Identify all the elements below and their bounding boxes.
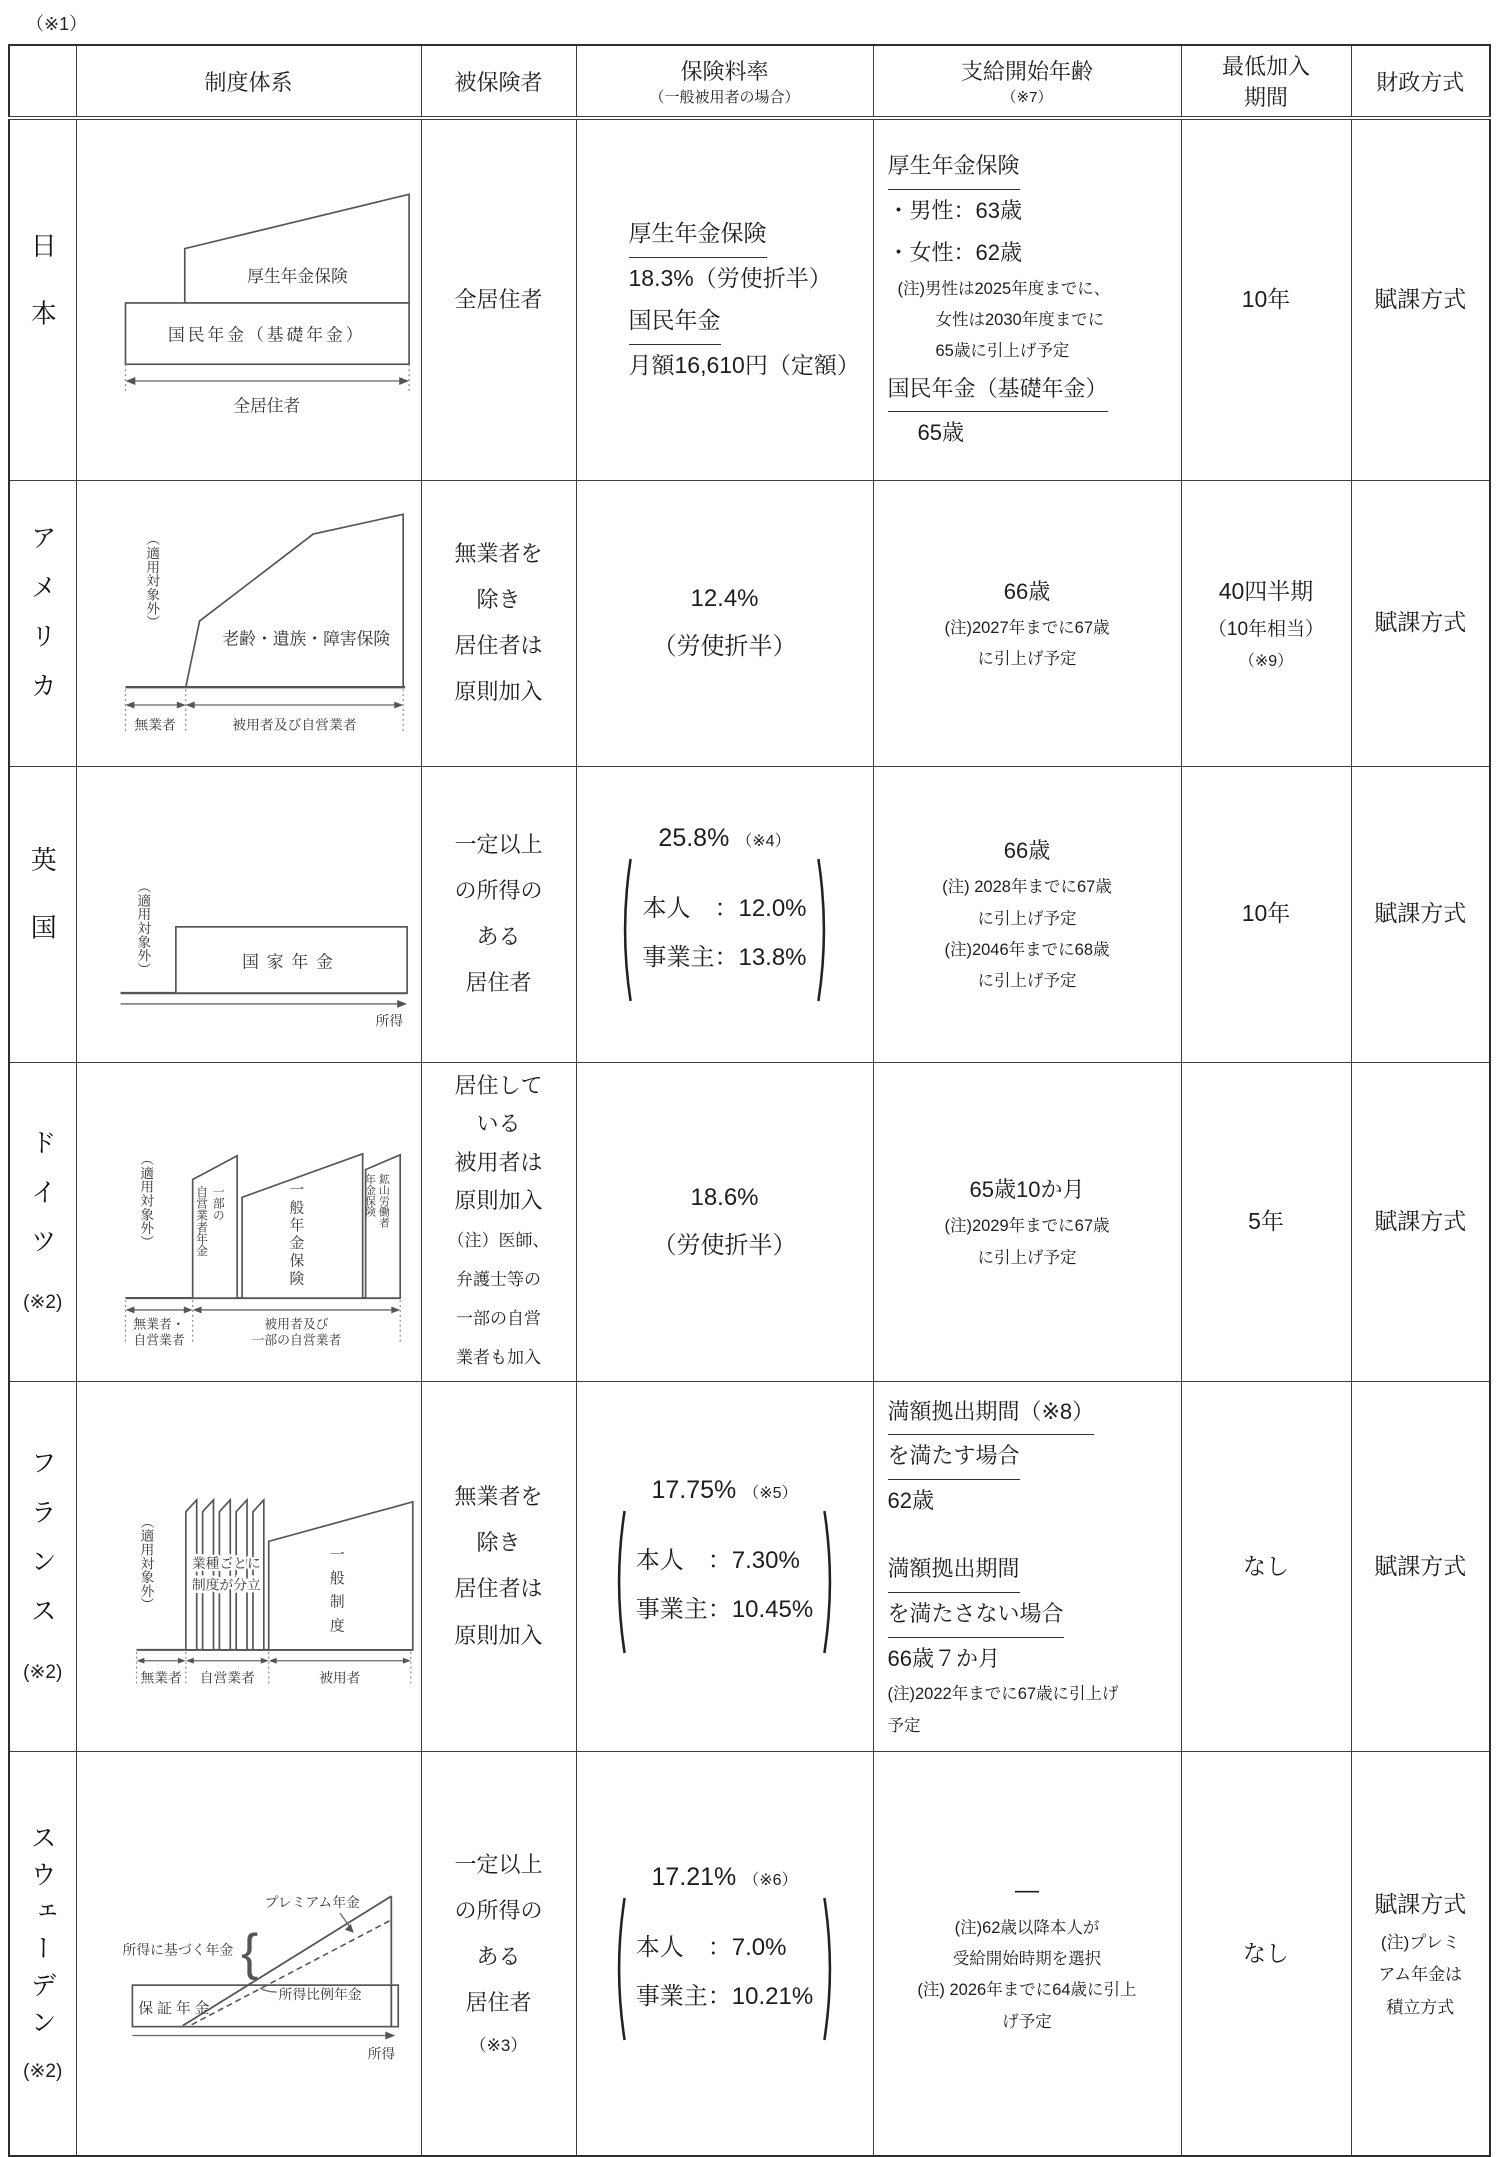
- header-start-age: [873, 45, 1181, 118]
- row-usa: [9, 480, 1490, 766]
- germany-start-age-cell: [873, 1062, 1181, 1381]
- germany-diagram-seg2a-label: 被用者及び: [263, 1316, 329, 1332]
- uk-start-age-n1: (注) 2028年までに67歳: [942, 878, 1112, 897]
- germany-insured-line: 原則加入: [454, 1188, 543, 1213]
- row-sweden: [9, 1751, 1490, 2156]
- usa-min-period-l3: （※9）: [1238, 652, 1294, 670]
- sweden-system-cell: [76, 1751, 421, 2156]
- japan-premium-cell: [576, 118, 873, 480]
- france-diagram-slab-label2: 制度が分立: [191, 1577, 261, 1594]
- right-paren: [821, 1507, 838, 1657]
- germany-country-cell: [9, 1062, 76, 1381]
- header-premium-title: 保険料率: [680, 59, 769, 84]
- germany-start-age-main: 65歳10か月: [969, 1177, 1085, 1203]
- france-diagram-seg1-label: 無業者: [139, 1669, 182, 1686]
- france-diagram-seg3-label: 被用者: [318, 1669, 360, 1686]
- sweden-diagram-guarantee-label: 保証年金: [137, 2000, 213, 2017]
- country-label-sweden: スウェーデン: [27, 1824, 58, 2046]
- japan-insured-cell: [421, 118, 576, 480]
- sweden-system-diagram: [81, 1818, 417, 2090]
- sweden-diagram-brace: {: [240, 1921, 258, 1980]
- japan-insured-text: 全居住者: [454, 286, 543, 312]
- germany-premium-cell: [576, 1062, 873, 1381]
- usa-min-period-l2: （10年相当）: [1207, 619, 1325, 641]
- japan-start-age-n2: 女性は2030年度までに: [935, 310, 1105, 329]
- page-note: （※1）: [26, 14, 88, 34]
- sweden-diagram-proportional-label: 所得比例年金: [278, 1985, 362, 2002]
- left-paren: [611, 1507, 628, 1657]
- france-start-age-h1: 満額拠出期間（※8）: [888, 1391, 1095, 1436]
- usa-system-diagram: [81, 494, 417, 752]
- france-financing: 賦課方式: [1374, 1552, 1467, 1579]
- sweden-premium-cell: [576, 1751, 873, 2156]
- corner-cell: [9, 45, 76, 118]
- row-france: [9, 1381, 1490, 1751]
- france-diagram-slab-label1: 業種ごとに: [191, 1555, 261, 1572]
- uk-start-age-cell: [873, 766, 1181, 1062]
- uk-start-age-n2: に引上げ予定: [977, 909, 1077, 928]
- germany-diagram-s1a-label: 一部の: [210, 1185, 225, 1222]
- uk-diagram-axis-label: 所得: [375, 1012, 403, 1029]
- country-label-usa: アメリカ: [27, 524, 58, 722]
- germany-min-period-cell: [1181, 1062, 1351, 1381]
- sweden-insured-note: （※3）: [469, 2036, 528, 2056]
- germany-min-period: 5年: [1248, 1207, 1284, 1234]
- sweden-premium-employer: 事業主：10.21%: [635, 1983, 814, 2011]
- france-insured-line: 除き: [476, 1530, 521, 1556]
- japan-start-age-n3: 65歳に引上げ予定: [935, 342, 1070, 361]
- right-paren: [815, 855, 832, 1005]
- sweden-premium-note: （※6）: [743, 1872, 798, 1890]
- uk-start-age-n3: (注)2046年までに68歳: [944, 940, 1110, 959]
- france-premium-employer: 事業主：10.45%: [635, 1595, 814, 1623]
- uk-premium-note: （※4）: [736, 832, 791, 850]
- header-min-period-l2: 期間: [1243, 85, 1288, 110]
- uk-start-age-main: 66歳: [1003, 838, 1051, 864]
- sweden-country-cell: [9, 1751, 76, 2156]
- germany-insured-note: 業者も加入: [456, 1347, 541, 1367]
- country-note-germany: (※2): [23, 1292, 63, 1314]
- germany-system-diagram: [81, 1089, 417, 1354]
- sweden-diagram-premium-label: プレミアム年金: [264, 1893, 360, 1910]
- germany-insured-cell: [421, 1062, 576, 1381]
- germany-diagram-s1b-label: 自営業者年金: [194, 1185, 209, 1257]
- france-start-age-h3: 満額拠出期間: [888, 1548, 1020, 1593]
- left-paren: [611, 1894, 628, 2044]
- uk-diagram-exempt-label: （適用対象外）: [134, 879, 151, 977]
- sweden-start-age-cell: [873, 1751, 1181, 2156]
- france-insured-line: 居住者は: [454, 1576, 543, 1602]
- japan-start-age-h1: 厚生年金保険: [888, 145, 1020, 190]
- usa-insured-line: 原則加入: [454, 679, 543, 705]
- country-note-sweden: (※2): [23, 2060, 63, 2082]
- uk-insured-line: の所得の: [454, 877, 543, 903]
- sweden-start-age-n2: 受給開始時期を選択: [952, 1949, 1102, 1968]
- france-premium-cell: [576, 1381, 873, 1751]
- uk-start-age-n4: に引上げ予定: [977, 972, 1077, 991]
- france-start-age-a2: 66歳７か月: [887, 1645, 1000, 1671]
- sweden-financing-note1: (注)プレミ: [1380, 1933, 1460, 1953]
- header-insured: 被保険者: [421, 45, 576, 118]
- france-insured-line: 原則加入: [454, 1622, 543, 1648]
- header-start-age-title: 支給開始年齢: [960, 59, 1093, 84]
- uk-financing: 賦課方式: [1374, 900, 1467, 927]
- france-min-period-cell: [1181, 1381, 1351, 1751]
- japan-start-age-l1: ・男性：63歳: [887, 198, 1022, 224]
- uk-min-period: 10年: [1241, 900, 1291, 927]
- header-system: 制度体系: [76, 45, 421, 118]
- row-uk: [9, 766, 1490, 1062]
- header-premium-sub: （一般被用者の場合）: [649, 89, 800, 106]
- sweden-premium-rate: 17.21%: [651, 1863, 737, 1892]
- sweden-insured-line: の所得の: [454, 1897, 543, 1923]
- left-paren: [617, 855, 634, 1005]
- japan-financing: 賦課方式: [1374, 285, 1467, 312]
- uk-premium-employee: 本人 ：12.0%: [642, 894, 807, 922]
- usa-start-age-n1: (注)2027年までに67歳: [944, 618, 1110, 637]
- japan-diagram-axis-label: 全居住者: [232, 396, 300, 416]
- france-diagram-main-label: 一般制度: [327, 1546, 344, 1642]
- germany-insured-line: 居住して: [454, 1072, 543, 1098]
- uk-premium-rate: 25.8%: [658, 823, 730, 852]
- usa-diagram-main-label: 老齢・遺族・障害保険: [221, 629, 390, 649]
- usa-insured-line: 無業者を: [454, 540, 543, 566]
- france-country-cell: [9, 1381, 76, 1751]
- japan-premium-line2: 18.3%（労使折半）: [628, 264, 832, 291]
- france-premium-rate: 17.75%: [651, 1475, 737, 1504]
- row-germany: [9, 1062, 1490, 1381]
- uk-country-cell: [9, 766, 76, 1062]
- germany-insured-line: いる: [476, 1111, 521, 1136]
- uk-system-cell: [76, 766, 421, 1062]
- germany-premium-rate: 18.6%: [690, 1183, 759, 1211]
- uk-diagram-main-label: 国家年金: [241, 952, 341, 972]
- germany-financing-cell: [1351, 1062, 1490, 1381]
- japan-start-age-l3: 65歳: [917, 420, 964, 446]
- sweden-start-age-main: —: [1015, 1877, 1039, 1905]
- germany-financing: 賦課方式: [1374, 1207, 1467, 1234]
- sweden-start-age-n4: げ予定: [1002, 2012, 1052, 2031]
- france-start-age-cell: [873, 1381, 1181, 1751]
- sweden-insured-cell: [421, 1751, 576, 2156]
- japan-country-cell: [9, 118, 76, 480]
- sweden-start-age-n3: (注) 2026年までに64歳に引上: [917, 1981, 1137, 2000]
- france-premium-note: （※5）: [743, 1484, 798, 1502]
- germany-start-age-n2: に引上げ予定: [977, 1248, 1077, 1267]
- usa-start-age-main: 66歳: [1003, 578, 1051, 604]
- japan-start-age-l2: ・女性：62歳: [887, 239, 1022, 265]
- france-diagram-seg2-label: 自営業者: [199, 1669, 255, 1686]
- sweden-financing-cell: [1351, 1751, 1490, 2156]
- japan-premium-line3: 国民年金: [629, 300, 721, 345]
- header-financing: 財政方式: [1351, 45, 1490, 118]
- japan-start-age-n1: (注)男性は2025年度までに、: [897, 279, 1111, 298]
- france-premium-employee: 本人 ：7.30%: [635, 1546, 800, 1574]
- france-insured-cell: [421, 1381, 576, 1751]
- germany-start-age-n1: (注)2029年までに67歳: [944, 1217, 1110, 1236]
- country-label-japan: 日本: [27, 232, 58, 368]
- france-start-age-h2: を満たす場合: [888, 1435, 1020, 1480]
- japan-premium-line4: 月額16,610円（定額）: [628, 351, 860, 378]
- germany-insured-line: 被用者は: [454, 1149, 543, 1175]
- germany-diagram-exempt-label: （適用対象外）: [137, 1152, 154, 1249]
- japan-premium-line1: 厚生年金保険: [629, 213, 767, 258]
- uk-insured-line: ある: [476, 924, 521, 949]
- japan-financing-cell: [1351, 118, 1490, 480]
- row-japan: [9, 118, 1490, 480]
- uk-min-period-cell: [1181, 766, 1351, 1062]
- header-min-period-l1: 最低加入: [1221, 54, 1310, 79]
- uk-insured-line: 居住者: [465, 970, 532, 996]
- uk-insured-cell: [421, 766, 576, 1062]
- japan-start-age-cell: [873, 118, 1181, 480]
- uk-premium-employer: 事業主：13.8%: [642, 943, 807, 971]
- germany-system-cell: [76, 1062, 421, 1381]
- usa-start-age-cell: [873, 480, 1181, 766]
- germany-diagram-s3a-label: 鉱山労働者: [376, 1173, 389, 1229]
- germany-diagram-seg1a-label: 無業者・: [132, 1316, 185, 1332]
- sweden-financing-note3: 積立方式: [1386, 1997, 1455, 2017]
- usa-premium-rate: 12.4%: [690, 585, 759, 612]
- right-paren: [821, 1894, 838, 2044]
- japan-diagram-lower-label: 国民年金（基礎年金）: [167, 325, 366, 345]
- country-label-uk: 英国: [27, 846, 58, 982]
- france-start-age-a1: 62歳: [887, 1488, 934, 1514]
- france-start-age-h4: を満たさない場合: [888, 1593, 1064, 1638]
- germany-insured-note: 弁護士等の: [456, 1269, 541, 1289]
- sweden-financing-note2: アム年金は: [1378, 1965, 1463, 1985]
- country-label-germany: ドイツ: [27, 1129, 58, 1278]
- germany-diagram-seg1b-label: 自営業者: [132, 1332, 185, 1348]
- usa-insured-line: 除き: [476, 586, 521, 612]
- uk-system-diagram: [81, 789, 417, 1039]
- germany-premium-note: （労使折半）: [652, 1231, 797, 1259]
- japan-system-cell: [76, 118, 421, 480]
- uk-premium-cell: [576, 766, 873, 1062]
- header-start-age-sub: （※7）: [1001, 89, 1053, 106]
- usa-min-period-cell: [1181, 480, 1351, 766]
- sweden-min-period: なし: [1243, 1939, 1289, 1966]
- japan-min-period: 10年: [1241, 285, 1291, 312]
- germany-diagram-s2-label: 一般年金保険: [286, 1181, 303, 1289]
- sweden-financing-main: 賦課方式: [1374, 1891, 1467, 1918]
- usa-diagram-exempt-label: （適用対象外）: [143, 532, 160, 629]
- usa-financing: 賦課方式: [1374, 609, 1467, 636]
- germany-diagram-s3b-label: 年金保険: [363, 1173, 376, 1218]
- france-system-cell: [76, 1381, 421, 1751]
- usa-start-age-n2: に引上げ予定: [977, 649, 1077, 668]
- uk-financing-cell: [1351, 766, 1490, 1062]
- country-note-france: (※2): [23, 1661, 63, 1683]
- germany-diagram-seg2b-label: 一部の自営業者: [251, 1332, 341, 1348]
- sweden-insured-line: 一定以上: [454, 1851, 543, 1877]
- japan-min-period-cell: [1181, 118, 1351, 480]
- france-diagram-exempt-label: （適用対象外）: [137, 1515, 154, 1612]
- sweden-diagram-income-label: 所得に基づく年金: [122, 1941, 233, 1958]
- japan-system-diagram: [81, 175, 417, 425]
- usa-insured-cell: [421, 480, 576, 766]
- sweden-insured-line: ある: [476, 1944, 521, 1970]
- japan-start-age-h2: 国民年金（基礎年金）: [888, 368, 1108, 413]
- france-financing-cell: [1351, 1381, 1490, 1751]
- header-min-period: [1181, 45, 1351, 118]
- france-start-age-n2: 予定: [887, 1716, 921, 1735]
- usa-premium-cell: [576, 480, 873, 766]
- sweden-diagram-axis-label: 所得: [367, 2044, 395, 2061]
- germany-insured-note: 一部の自営: [456, 1308, 541, 1328]
- usa-diagram-seg2-label: 被用者及び自営業者: [231, 716, 357, 733]
- usa-country-cell: [9, 480, 76, 766]
- pension-comparison-table: [8, 44, 1491, 2157]
- sweden-min-period-cell: [1181, 1751, 1351, 2156]
- france-system-diagram: [81, 1418, 417, 1714]
- france-insured-line: 無業者を: [454, 1484, 543, 1509]
- usa-system-cell: [76, 480, 421, 766]
- france-min-period: なし: [1243, 1552, 1289, 1579]
- usa-financing-cell: [1351, 480, 1490, 766]
- france-start-age-n1: (注)2022年までに67歳に引上げ: [887, 1685, 1119, 1704]
- germany-insured-note: （注）医師、: [447, 1230, 550, 1250]
- header-premium: [576, 45, 873, 118]
- sweden-insured-line: 居住者: [465, 1990, 532, 2016]
- sweden-premium-employee: 本人 ：7.0%: [635, 1934, 787, 1962]
- uk-insured-line: 一定以上: [454, 831, 543, 857]
- country-label-france: フランス: [27, 1449, 58, 1647]
- usa-diagram-seg1-label: 無業者: [133, 716, 176, 733]
- usa-min-period-l1: 40四半期: [1218, 577, 1314, 604]
- usa-premium-note: （労使折半）: [652, 633, 797, 660]
- japan-diagram-upper-label: 厚生年金保険: [246, 266, 348, 286]
- sweden-start-age-n1: (注)62歳以降本人が: [954, 1918, 1100, 1937]
- usa-insured-line: 居住者は: [454, 633, 543, 658]
- header-row: [9, 45, 1490, 118]
